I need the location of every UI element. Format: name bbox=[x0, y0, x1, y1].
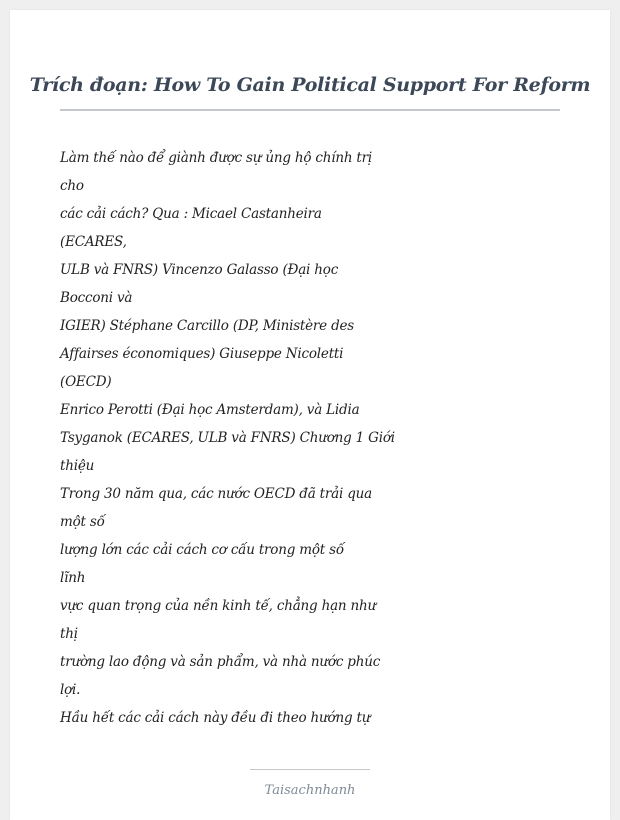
body-line: thị bbox=[60, 626, 78, 642]
body-line: lượng lớn các cải cách cơ cấu trong một số bbox=[60, 542, 344, 558]
body-line: Bocconi và bbox=[60, 290, 133, 306]
body-line: (ECARES, bbox=[60, 234, 127, 250]
footer-divider bbox=[250, 769, 370, 770]
body-line: trường lao động và sản phẩm, và nhà nước phúc bbox=[60, 654, 381, 670]
title-divider bbox=[60, 109, 560, 111]
body-line: vực quan trọng của nền kinh tế, chẳng hạn như bbox=[60, 598, 376, 614]
document-page bbox=[10, 10, 610, 820]
body-line: Hầu hết các cải cách này đều đi theo hướng tự bbox=[60, 710, 371, 726]
body-line: IGIER) Stéphane Carcillo (DP, Ministère des bbox=[60, 318, 355, 334]
body-line: (OECD) bbox=[60, 374, 112, 390]
document-title: Trích đoạn: How To Gain Political Support For Reform bbox=[29, 74, 591, 96]
body-line: Tsyganok (ECARES, ULB và FNRS) Chương 1 Giới bbox=[60, 430, 395, 446]
body-line: lĩnh bbox=[60, 570, 86, 586]
body-line: Affairses économiques) Giuseppe Nicoletti bbox=[60, 346, 344, 362]
body-line: Làm thế nào để giành được sự ủng hộ chính trị bbox=[60, 150, 373, 166]
body-line: một số bbox=[60, 514, 105, 530]
body-line: thiệu bbox=[60, 458, 95, 474]
body-line: cho bbox=[60, 178, 84, 194]
document-body bbox=[60, 144, 560, 732]
body-line: ULB và FNRS) Vincenzo Galasso (Đại học bbox=[60, 262, 339, 278]
body-line: các cải cách? Qua : Micael Castanheira bbox=[60, 206, 322, 222]
body-line: Trong 30 năm qua, các nước OECD đã trải qua bbox=[60, 486, 372, 502]
body-line: lợi. bbox=[60, 682, 81, 698]
body-line: Enrico Perotti (Đại học Amsterdam), và Lidia bbox=[60, 402, 360, 418]
footer-source: Taisachnhanh bbox=[264, 783, 356, 798]
